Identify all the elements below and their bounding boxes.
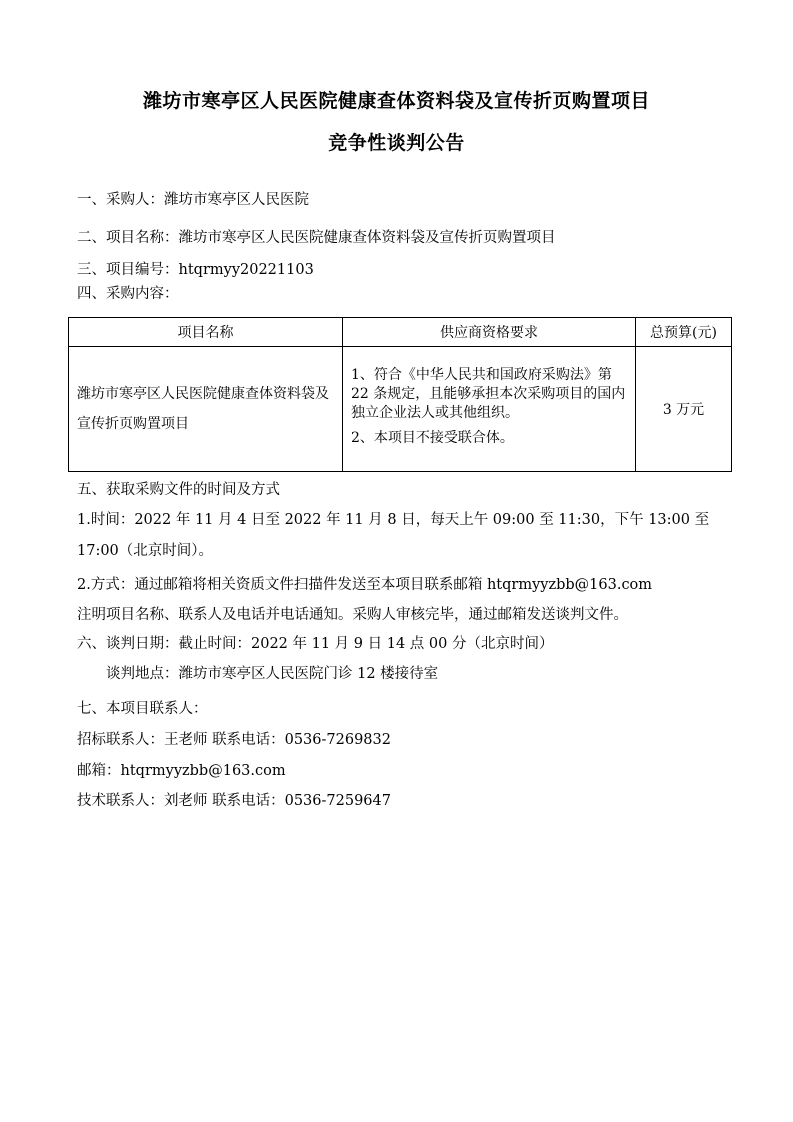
- method-line-1: 2.方式：通过邮箱将相关资质文件扫描件发送至本项目联系邮箱 htqrmyyzbb@163.com: [77, 577, 653, 593]
- content-heading: 四、采购内容：: [77, 286, 179, 302]
- table-cell-budget: 3 万元: [636, 347, 732, 472]
- table-header-cell: 总预算(元): [636, 318, 732, 347]
- title-line-1: 潍坊市寒亭区人民医院健康查体资料袋及宣传折页购置项目: [142, 90, 650, 112]
- requirement-item: 2、本项目不接受联合体。: [351, 430, 514, 446]
- negotiation-date: 六、谈判日期：截止时间：2022 年 11 月 9 日 14 点 00 分（北京时间）: [77, 636, 554, 652]
- table-cell-project-name: 潍坊市寒亭区人民医院健康查体资料袋及宣传折页购置项目: [69, 347, 343, 472]
- tech-contact: 技术联系人：刘老师 联系电话：0536-7259647: [77, 793, 391, 809]
- project-name: 二、项目名称：潍坊市寒亭区人民医院健康查体资料袋及宣传折页购置项目: [77, 230, 556, 246]
- table-row: [69, 347, 732, 472]
- time-line-2: 17:00（北京时间）。: [77, 543, 214, 559]
- title-line-2: 竞争性谈判公告: [328, 132, 465, 154]
- table-cell-requirements: [343, 347, 636, 472]
- table-header-cell: 供应商资格要求: [343, 318, 636, 347]
- requirement-item: 1、符合《中华人民共和国政府采购法》第 22 条规定，且能够承担本次采购项目的国内独立企业法人或其他组织。: [351, 367, 626, 421]
- time-line-1: 1.时间：2022 年 11 月 4 日至 2022 年 11 月 8 日，每天上午 09:00 至 11:30，下午 13:00 至: [77, 512, 710, 528]
- table-header-row: [69, 318, 732, 347]
- method-line-2: 注明项目名称、联系人及电话并电话通知。采购人审核完毕，通过邮箱发送谈判文件。: [77, 607, 628, 623]
- purchaser: 一、采购人：潍坊市寒亭区人民医院: [77, 192, 309, 208]
- contacts-heading: 七、本项目联系人：: [77, 701, 208, 717]
- table-header-cell: 项目名称: [69, 318, 343, 347]
- contact-email: 邮箱：htqrmyyzbb@163.com: [77, 763, 286, 779]
- bid-contact: 招标联系人：王老师 联系电话：0536-7269832: [77, 732, 391, 748]
- project-number: 三、项目编号：htqrmyy20221103: [77, 262, 314, 278]
- section5-heading: 五、获取采购文件的时间及方式: [77, 482, 280, 498]
- negotiation-place: 谈判地点：潍坊市寒亭区人民医院门诊 12 楼接待室: [106, 666, 439, 682]
- procurement-table: [68, 317, 732, 472]
